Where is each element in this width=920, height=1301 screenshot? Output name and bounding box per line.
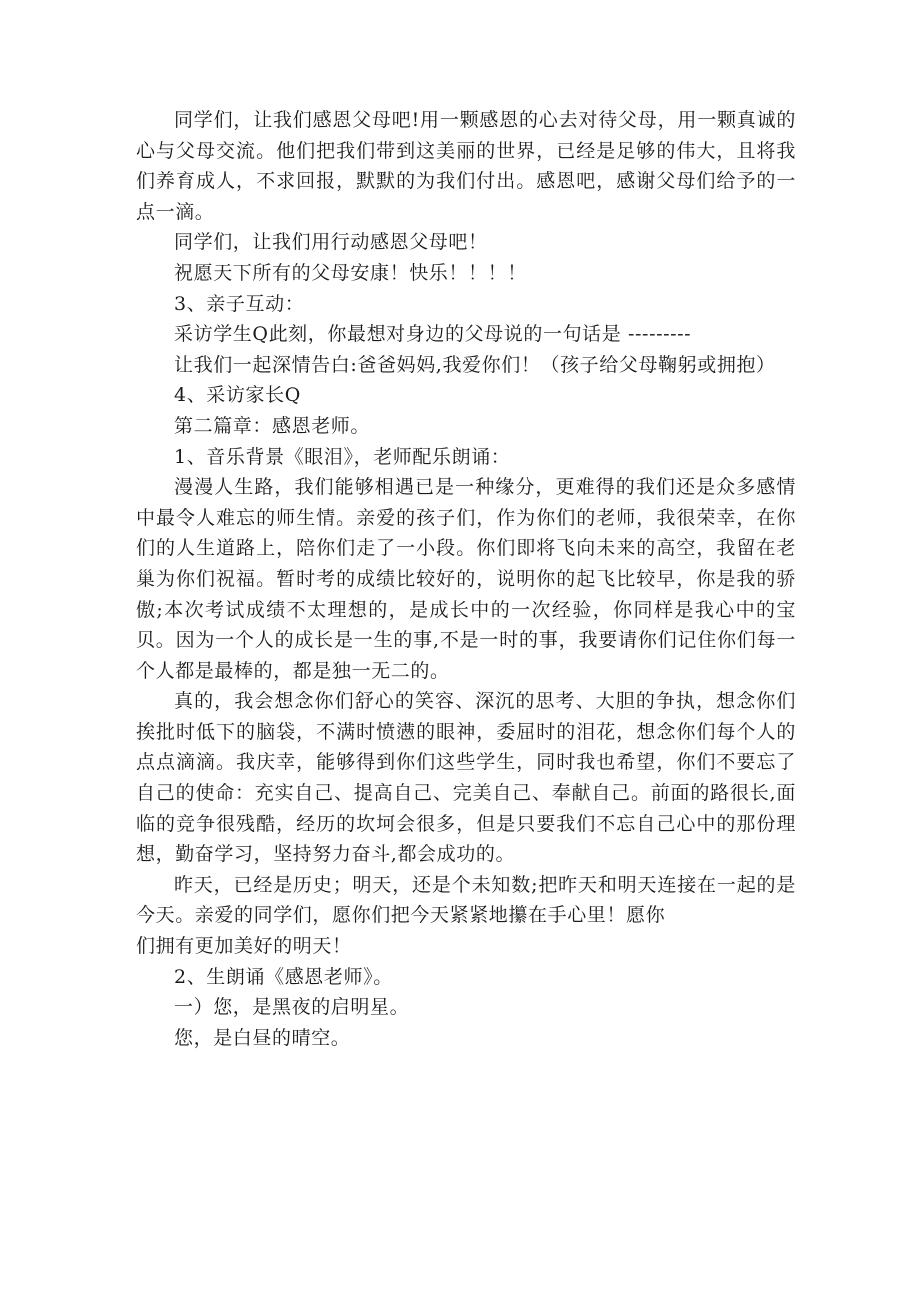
heading-music-background: 1、音乐背景《眼泪》，老师配乐朗诵： xyxy=(174,445,511,468)
poem-line-clear-sky: 您，是白昼的晴空。 xyxy=(174,1026,351,1049)
paragraph-yesterday-today: 昨天，已经是历史；明天，还是个未知数;把昨天和明天连接在一起的是今天。亲爱的同学们，愿你们把今天紧紧地攥在手心里！愿你 xyxy=(136,873,796,927)
paragraph-teacher-recital: 漫漫人生路，我们能够相遇已是一种缘分，更难得的我们还是众多感情中最令人难忘的师生情。亲爱的孩子们，作为你们的老师，我很荣幸，在你们的人生道路上，陪你们走了一小段。你们即将飞向未来的高空，我留在老巢为你们祝福。暂时考的成绩比较好的，说明你的起飞比较早，你是我的骄傲;本次考试成绩不太理想的，是成长中的一次经验，你同样是我心中的宝贝。因为一个人的成长是一生的事,不是一时的事，我要请你们记住你们每一个人都是最棒的，都是独一无二的。 xyxy=(136,476,796,682)
paragraph-miss-you: 真的，我会想念你们舒心的笑容、深沉的思考、大胆的争执，想念你们挨批时低下的脑袋，不满时愤懑的眼神，委屈时的泪花，想念你们每个人的点点滴滴。我庆幸，能够得到你们这些学生，同时我也希望，你们不要忘了自己的使命：充实自己、提高自己、完美自己、奉献自己。前面的路很长,面临的竞争很残酷，经历的坎坷会很多，但是只要我们不忘自己心中的那份理想，勤奋学习，坚持努力奋斗,都会成功的。 xyxy=(136,690,796,866)
paragraph-brighter-tomorrow: 们拥有更加美好的明天！ xyxy=(136,935,352,958)
paragraph-action-parents: 同学们，让我们用行动感恩父母吧！ xyxy=(174,231,488,254)
heading-student-recital: 2、生朗诵《感恩老师》。 xyxy=(174,965,393,988)
heading-chapter-two: 第二篇章：感恩老师。 xyxy=(174,414,371,437)
document-body xyxy=(136,105,796,1053)
paragraph-blessing: 祝愿天下所有的父母安康！快乐！！！！ xyxy=(174,261,527,284)
heading-interview-parents: 4、采访家长Q xyxy=(174,384,301,407)
poem-line-morning-star: 一）您，是黑夜的启明星。 xyxy=(174,996,410,1019)
paragraph-confession: 让我们一起深情告白:爸爸妈妈,我爱你们！（孩子给父母鞠躬或拥抱） xyxy=(174,353,776,376)
paragraph-interview-student: 采访学生Q此刻，你最想对身边的父母说的一句话是 --------- xyxy=(174,323,692,346)
paragraph-thank-parents: 同学们，让我们感恩父母吧!用一颗感恩的心去对待父母，用一颗真诚的心与父母交流。他们把我们带到这美丽的世界，已经是足够的伟大，且将我们养育成人，不求回报，默默的为我们付出。感恩吧，感谢父母们给予的一点一滴。 xyxy=(136,109,796,223)
heading-parent-child-interaction: 3、亲子互动： xyxy=(174,292,305,315)
